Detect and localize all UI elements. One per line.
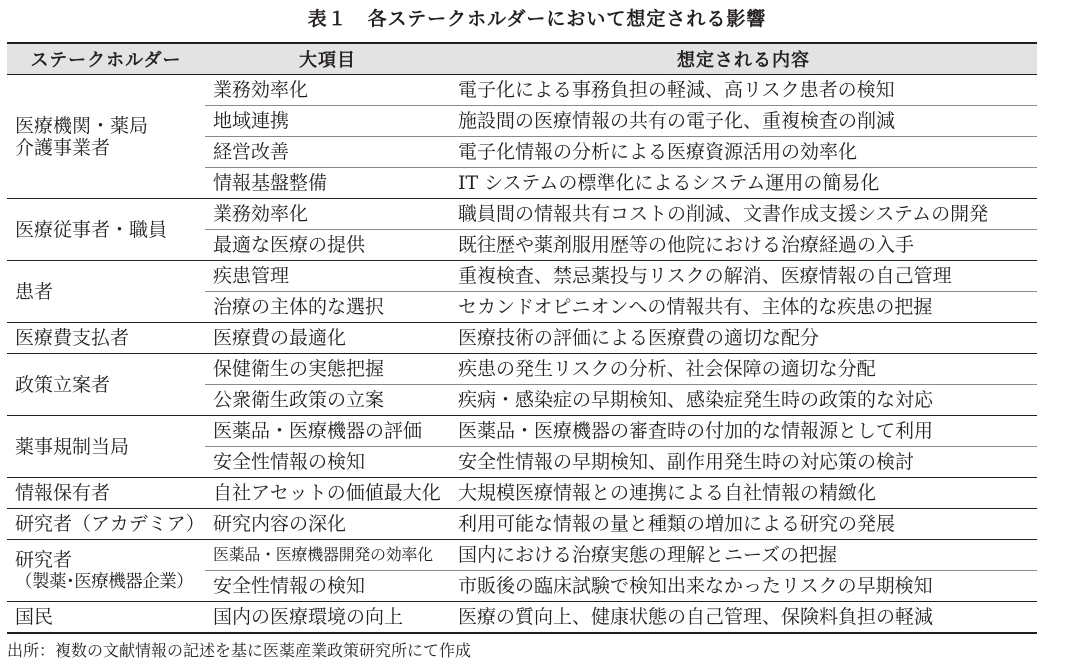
- stakeholder-label: 研究者: [15, 548, 73, 571]
- stakeholder-cell: [7, 323, 205, 354]
- header-stakeholder: ステークホルダー: [7, 43, 205, 75]
- table-header-row: [7, 43, 1037, 75]
- item-cell: 経営改善: [205, 137, 450, 168]
- stakeholder-label: 患者: [15, 280, 54, 303]
- item-cell: 疾患管理: [205, 261, 450, 292]
- content-cell: 既往歴や薬剤服用歴等の他院における治療経過の入手: [450, 230, 1037, 261]
- content-cell: 職員間の情報共有コストの削減、文書作成支援システムの開発: [450, 199, 1037, 230]
- content-cell: 利用可能な情報の量と種類の増加による研究の発展: [450, 509, 1037, 540]
- item-cell: 業務効率化: [205, 75, 450, 106]
- content-cell: 電子化情報の分析による医療資源活用の効率化: [450, 137, 1037, 168]
- item-cell: 業務効率化: [205, 199, 450, 230]
- stakeholder-label: 医療従事者・職員: [15, 218, 168, 241]
- stakeholder-label: 医療機関・薬局: [15, 114, 149, 137]
- content-cell: IT システムの標準化によるシステム運用の簡易化: [450, 168, 1037, 199]
- source-note: 出所：複数の文献情報の記述を基に医薬産業政策研究所にて作成: [7, 641, 472, 660]
- table-row: [7, 261, 1037, 292]
- table-row: [7, 354, 1037, 385]
- stakeholder-label: 国民: [15, 606, 54, 628]
- content-cell: 市販後の臨床試験で検知出来なかったリスクの早期検知: [450, 571, 1037, 602]
- stakeholder-cell: [7, 199, 205, 261]
- stakeholder-impact-table: [7, 42, 1037, 634]
- content-cell: 医薬品・医療機器の審査時の付加的な情報源として利用: [450, 416, 1037, 447]
- item-cell: 医薬品・医療機器の評価: [205, 416, 450, 447]
- content-cell: セカンドオピニオンへの情報共有、主体的な疾患の把握: [450, 292, 1037, 323]
- item-cell: 公衆衛生政策の立案: [205, 385, 450, 416]
- stakeholder-cell: [7, 261, 205, 323]
- item-cell: 保健衛生の実態把握: [205, 354, 450, 385]
- item-cell: 研究内容の深化: [205, 509, 450, 540]
- table-row: [7, 323, 1037, 354]
- item-cell: 医療費の最適化: [205, 323, 450, 354]
- item-cell: 安全性情報の検知: [205, 571, 450, 602]
- content-cell: 医療技術の評価による医療費の適切な配分: [450, 323, 1037, 354]
- stakeholder-label: 医療費支払者: [15, 327, 130, 349]
- item-cell: 国内の医療環境の向上: [205, 602, 450, 634]
- content-cell: 安全性情報の早期検知、副作用発生時の対応策の検討: [450, 447, 1037, 478]
- stakeholder-cell: [7, 354, 205, 416]
- table-row: [7, 75, 1037, 106]
- stakeholder-cell: [7, 602, 205, 634]
- stakeholder-label: 情報保有者: [15, 482, 111, 504]
- item-cell: 地域連携: [205, 106, 450, 137]
- header-item: 大項目: [205, 43, 450, 75]
- content-cell: 大規模医療情報との連携による自社情報の精緻化: [450, 478, 1037, 509]
- item-cell: 医薬品・医療機器開発の効率化: [205, 540, 450, 571]
- stakeholder-label: 政策立案者: [15, 373, 111, 396]
- content-cell: 疾患の発生リスクの分析、社会保障の適切な分配: [450, 354, 1037, 385]
- stakeholder-label: 介護事業者: [15, 136, 111, 159]
- item-cell: 安全性情報の検知: [205, 447, 450, 478]
- table-row: [7, 478, 1037, 509]
- stakeholder-cell: [7, 509, 205, 540]
- content-cell: 医療の質向上、健康状態の自己管理、保険料負担の軽減: [450, 602, 1037, 634]
- stakeholder-cell: [7, 75, 205, 199]
- content-cell: 重複検査、禁忌薬投与リスクの解消、医療情報の自己管理: [450, 261, 1037, 292]
- table-row: [7, 540, 1037, 571]
- stakeholder-label: 薬事規制当局: [15, 435, 130, 458]
- stakeholder-cell: [7, 540, 205, 602]
- item-cell: 自社アセットの価値最大化: [205, 478, 450, 509]
- stakeholder-cell: [7, 478, 205, 509]
- table-row: [7, 509, 1037, 540]
- table-row: [7, 416, 1037, 447]
- content-cell: 施設間の医療情報の共有の電子化、重複検査の削減: [450, 106, 1037, 137]
- item-cell: 治療の主体的な選択: [205, 292, 450, 323]
- header-content: 想定される内容: [450, 43, 1037, 75]
- table-caption: 表１ 各ステークホルダーにおいて想定される影響: [307, 8, 767, 30]
- content-cell: 疾病・感染症の早期検知、感染症発生時の政策的な対応: [450, 385, 1037, 416]
- table-row: [7, 199, 1037, 230]
- stakeholder-cell: [7, 416, 205, 478]
- item-cell: 情報基盤整備: [205, 168, 450, 199]
- table-row: [7, 602, 1037, 634]
- stakeholder-label: 研究者（アカデミア）: [15, 513, 205, 535]
- stakeholder-label: （製薬･医療機器企業）: [15, 571, 194, 592]
- item-cell: 最適な医療の提供: [205, 230, 450, 261]
- content-cell: 電子化による事務負担の軽減、高リスク患者の検知: [450, 75, 1037, 106]
- content-cell: 国内における治療実態の理解とニーズの把握: [450, 540, 1037, 571]
